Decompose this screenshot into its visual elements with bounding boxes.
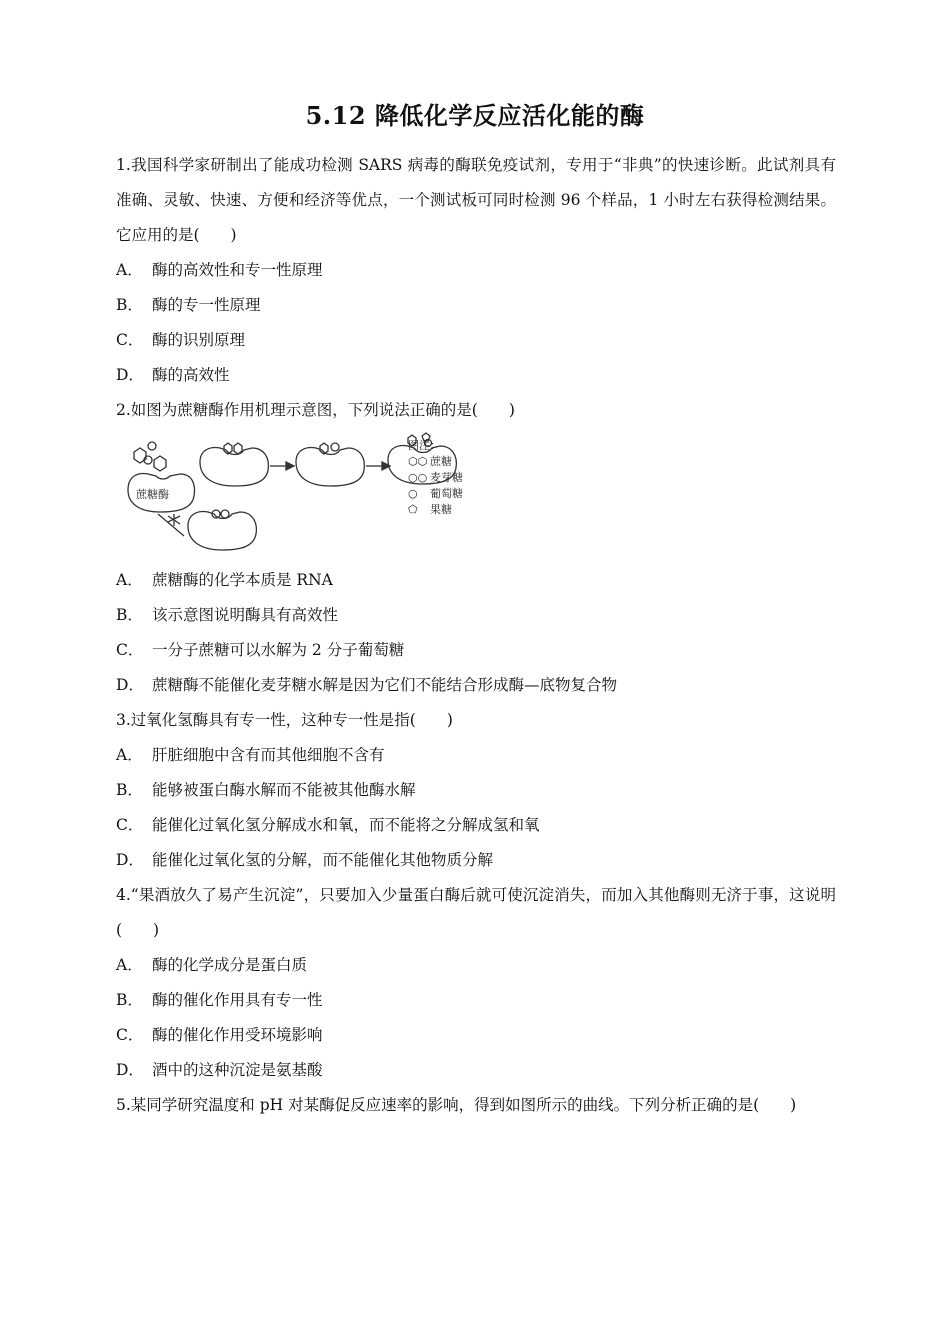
question-4-stem: 4.“果酒放久了易产生沉淀”，只要加入少量蛋白酶后就可使沉淀消失，而加入其他酶则无济于事，这说明( ): [116, 886, 836, 939]
option-text: 酶的识别原理: [152, 331, 246, 349]
question-3-option-d: [116, 843, 836, 878]
option-text: 酶的专一性原理: [152, 296, 261, 314]
option-text: 酒中的这种沉淀是氨基酸: [152, 1061, 323, 1079]
question-1-option-a: [116, 253, 836, 288]
question-2-stem: 2.如图为蔗糖酶作用机理示意图，下列说法正确的是( ): [116, 401, 515, 419]
option-label: B．: [116, 781, 143, 799]
question-1-option-d: [116, 358, 836, 393]
question-2-option-b: [116, 598, 836, 633]
option-label: B．: [116, 606, 143, 624]
legend-item-fructose: ⬠ 果糖: [408, 503, 452, 516]
option-label: D．: [116, 1061, 144, 1079]
legend-item-sucrose: ⬡⬡ 蔗糖: [408, 455, 452, 468]
enzyme-mechanism-figure: [116, 432, 836, 557]
option-label: A．: [116, 571, 143, 589]
option-label: A．: [116, 956, 143, 974]
option-text: 蔗糖酶的化学本质是 RNA: [152, 571, 333, 589]
option-text: 一分子蔗糖可以水解为 2 分子葡萄糖: [152, 641, 405, 659]
option-text: 该示意图说明酶具有高效性: [152, 606, 339, 624]
question-4-option-c: [116, 1018, 836, 1053]
option-text: 酶的高效性和专一性原理: [152, 261, 323, 279]
option-text: 酶的化学成分是蛋白质: [152, 956, 308, 974]
question-3-option-c: [116, 808, 836, 843]
option-text: 酶的催化作用受环境影响: [152, 1026, 323, 1044]
enzyme-complex-icon: [296, 448, 364, 486]
option-label: D．: [116, 851, 144, 869]
option-text: 肝脏细胞中含有而其他细胞不含有: [152, 746, 385, 764]
question-2-option-d: [116, 668, 836, 703]
option-text: 能够被蛋白酶水解而不能被其他酶水解: [152, 781, 416, 799]
option-label: C．: [116, 641, 144, 659]
legend-item-maltose: ○○ 麦芽糖: [408, 471, 463, 484]
substrate-molecules-icon: [134, 442, 166, 471]
question-1-option-b: [116, 288, 836, 323]
option-label: A．: [116, 261, 143, 279]
question-3-option-b: [116, 773, 836, 808]
sucrose-icon: ⬡⬡: [408, 455, 428, 468]
option-text: 能催化过氧化氢的分解，而不能催化其他物质分解: [152, 851, 494, 869]
question-3-stem: 3.过氧化氢酶具有专一性，这种专一性是指( ): [116, 711, 453, 729]
question-2-option-c: [116, 633, 836, 668]
question-3-option-a: [116, 738, 836, 773]
question-1-stem: 1.我国科学家研制出了能成功检测 SARS 病毒的酶联免疫试剂，专用于“非典”的快速诊断。此试剂具有准确、灵敏、快速、方便和经济等优点，一个测试板可同时检测 96 个样品，1 小时左右获得检测结果。它应用的是( ): [116, 156, 836, 244]
glucose-icon: ○: [408, 487, 418, 500]
option-text: 能催化过氧化氢分解成水和氧，而不能将之分解成氢和氧: [152, 816, 540, 834]
legend-item-glucose: ○ 葡萄糖: [408, 487, 463, 500]
option-label: D．: [116, 676, 144, 694]
legend-title: 图注：: [408, 439, 441, 452]
fructose-icon: ⬠: [408, 503, 418, 516]
option-text: 蔗糖酶不能催化麦芽糖水解是因为它们不能结合形成酶—底物复合物: [152, 676, 618, 694]
option-label: B．: [116, 296, 143, 314]
question-4-option-a: [116, 948, 836, 983]
page-title: 5.12 降低化学反应活化能的酶: [305, 101, 645, 130]
question-1-option-c: [116, 323, 836, 358]
figure-legend: [408, 438, 463, 518]
maltose-icon: ○○: [408, 471, 428, 484]
question-4-option-b: [116, 983, 836, 1018]
enzyme-label: 蔗糖酶: [136, 488, 169, 501]
question-5-stem: 5.某同学研究温度和 pH 对某酶促反应速率的影响，得到如图所示的曲线。下列分析正确的是( ): [116, 1096, 797, 1114]
question-2-option-a: [116, 563, 836, 598]
question-list: [116, 148, 836, 1123]
option-label: A．: [116, 746, 143, 764]
option-text: 酶的催化作用具有专一性: [152, 991, 323, 1009]
option-label: C．: [116, 1026, 144, 1044]
option-label: B．: [116, 991, 143, 1009]
option-label: D．: [116, 366, 144, 384]
enzyme-substrate-complex-icon: [200, 448, 268, 486]
question-4-option-d: [116, 1053, 836, 1088]
option-text: 酶的高效性: [152, 366, 230, 384]
option-label: C．: [116, 816, 144, 834]
option-label: C．: [116, 331, 144, 349]
